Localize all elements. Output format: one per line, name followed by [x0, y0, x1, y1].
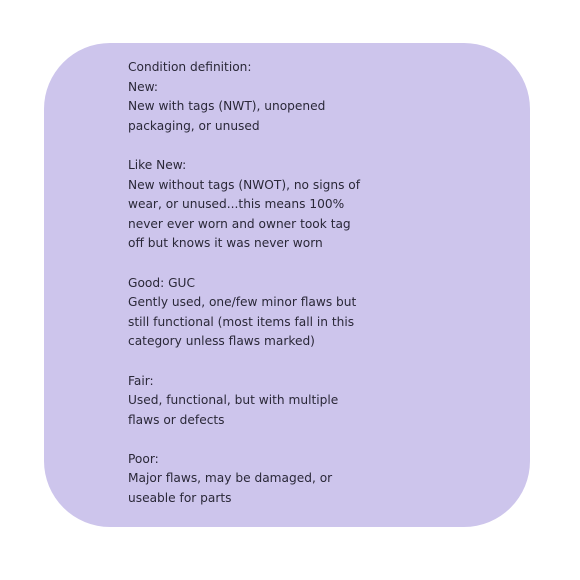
section-text-line: wear, or unused...this means 100%	[128, 197, 345, 212]
section-text-line: flaws or defects	[128, 412, 225, 427]
section-poor	[128, 450, 500, 509]
section-heading-like-new: Like New:	[128, 157, 187, 172]
section-text-line: Used, functional, but with multiple	[128, 393, 339, 408]
section-good	[128, 274, 500, 352]
section-fair	[128, 372, 500, 431]
section-text-line: packaging, or unused	[128, 118, 260, 133]
section-heading-poor: Poor:	[128, 451, 159, 466]
section-text-line: useable for parts	[128, 491, 232, 506]
section-text-line: New without tags (NWOT), no signs of	[128, 177, 361, 192]
section-text-line: New with tags (NWT), unopened	[128, 99, 326, 114]
section-spacer	[128, 254, 500, 274]
section-spacer	[128, 352, 500, 372]
condition-card	[44, 43, 530, 527]
section-heading-new: New:	[128, 79, 159, 94]
section-heading-good: Good: GUC	[128, 275, 195, 290]
section-text-line: category unless flaws marked)	[128, 334, 315, 349]
section-spacer	[128, 136, 500, 156]
section-spacer	[128, 430, 500, 450]
section-heading-fair: Fair:	[128, 373, 154, 388]
card-title: Condition definition:	[128, 60, 252, 74]
section-text-line: Gently used, one/few minor flaws but	[128, 295, 357, 310]
section-text-line: Major flaws, may be damaged, or	[128, 471, 333, 486]
section-text-line: never ever worn and owner took tag	[128, 216, 351, 231]
section-text-line: off but knows it was never worn	[128, 236, 323, 251]
section-like-new	[128, 156, 500, 254]
section-new	[128, 78, 500, 137]
section-text-line: still functional (most items fall in this	[128, 314, 355, 329]
